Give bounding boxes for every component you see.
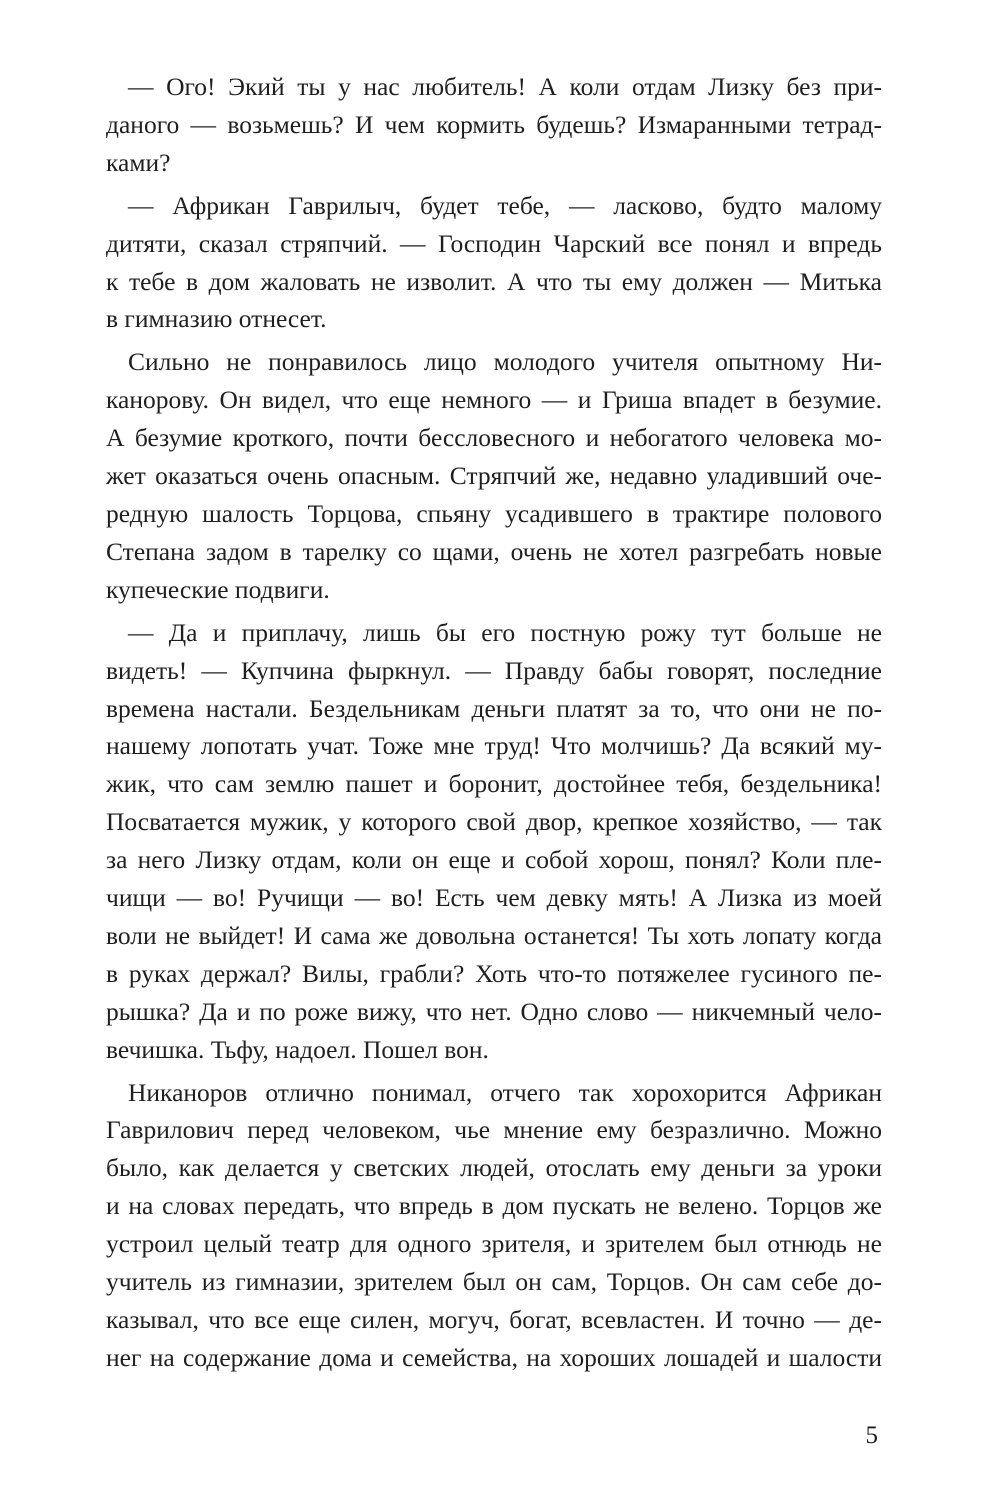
text-line: — Ого! Экий ты у нас любитель! А коли отдам Лизку без при- — [128, 72, 882, 101]
text-line: вечишка. Тьфу, надоел. Пошел вон. — [106, 1034, 489, 1064]
text-line: учитель из гимназии, зрителем был он сам, Торцов. Он сам себе до- — [106, 1267, 882, 1297]
text-line: и на словах передать, что впредь в дом пускать не велено. Торцов же — [106, 1191, 882, 1221]
paragraph — [106, 187, 882, 339]
paragraph — [106, 68, 882, 182]
text-line: ками? — [106, 147, 171, 177]
text-line: времена настали. Бездельникам деньги платят за то, что они не по- — [106, 693, 882, 723]
paragraph — [106, 1074, 882, 1377]
text-line: Гаврилович перед человеком, чье мнение ему безразлично. Можно — [106, 1115, 882, 1145]
text-line: редную шалость Торцова, спьяну усадившего в трактире полового — [106, 498, 882, 528]
text-line: видеть! — Купчина фыркнул. — Правду бабы говорят, последние — [106, 655, 882, 685]
text-line: — Африкан Гаврилыч, будет тебе, — ласково, будто малому — [128, 190, 882, 220]
text-line: нашему лопотать учат. Тоже мне труд! Что молчишь? Да всякий му- — [106, 731, 882, 761]
text-line: в руках держал? Вилы, грабли? Хоть что-то потяжелее гусиного пе- — [106, 958, 882, 988]
text-line: Посватается мужик, у которого свой двор, крепкое хозяйство, — так — [106, 807, 882, 837]
text-line: жет оказаться очень опасным. Стряпчий же, недавно уладивший оче- — [106, 461, 882, 491]
text-line: Сильно не понравилось лицо молодого учителя опытному Ни- — [128, 347, 882, 377]
paragraph — [106, 343, 882, 608]
body-text — [106, 68, 882, 1382]
text-line: канорову. Он видел, что еще немного — и Гриша впадет в безумие. — [106, 385, 882, 415]
text-line: воли не выйдет! И сама же довольна останется! Ты хоть лопату когда — [106, 920, 882, 950]
text-line: устроил целый театр для одного зрителя, и зрителем был отнюдь не — [106, 1229, 882, 1259]
paragraph — [106, 614, 882, 1069]
text-line: было, как делается у светских людей, отослать ему деньги за уроки — [106, 1153, 882, 1183]
text-line: купеческие подвиги. — [106, 574, 330, 604]
text-line: в гимназию отнесет. — [106, 304, 327, 334]
text-line: дитяти, сказал стряпчий. — Господин Чарский все понял и впредь — [106, 228, 882, 258]
text-line: рышка? Да и по роже вижу, что нет. Одно слово — никчемный чело- — [106, 996, 882, 1026]
text-line: — Да и приплачу, лишь бы его постную рожу тут больше не — [128, 617, 882, 647]
text-line: Степана задом в тарелку со щами, очень не хотел разгребать новые — [106, 536, 882, 566]
text-line: за него Лизку отдам, коли он еще и собой хорош, понял? Коли пле- — [106, 845, 882, 875]
text-line: жик, что сам землю пашет и боронит, достойнее тебя, бездельника! — [106, 769, 882, 799]
text-line: Никаноров отлично понимал, отчего так хорохорится Африкан — [128, 1077, 882, 1107]
text-line: даного — возьмешь? И чем кормить будешь? Измаранными тетрад- — [106, 109, 882, 139]
text-line: чищи — во! Ручищи — во! Есть чем девку мять! А Лизка из моей — [106, 883, 882, 913]
text-line: казывал, что все еще силен, могуч, богат, всевластен. И точно — де- — [106, 1305, 882, 1334]
text-line: А безумие кроткого, почти бессловесного и небогатого человека мо- — [106, 423, 882, 453]
text-line: нег на содержание дома и семейства, на хороших лошадей и шалости — [106, 1342, 882, 1372]
page-number: 5 — [865, 1422, 878, 1449]
text-line: к тебе в дом жаловать не изволит. А что ты ему должен — Митька — [106, 266, 882, 296]
